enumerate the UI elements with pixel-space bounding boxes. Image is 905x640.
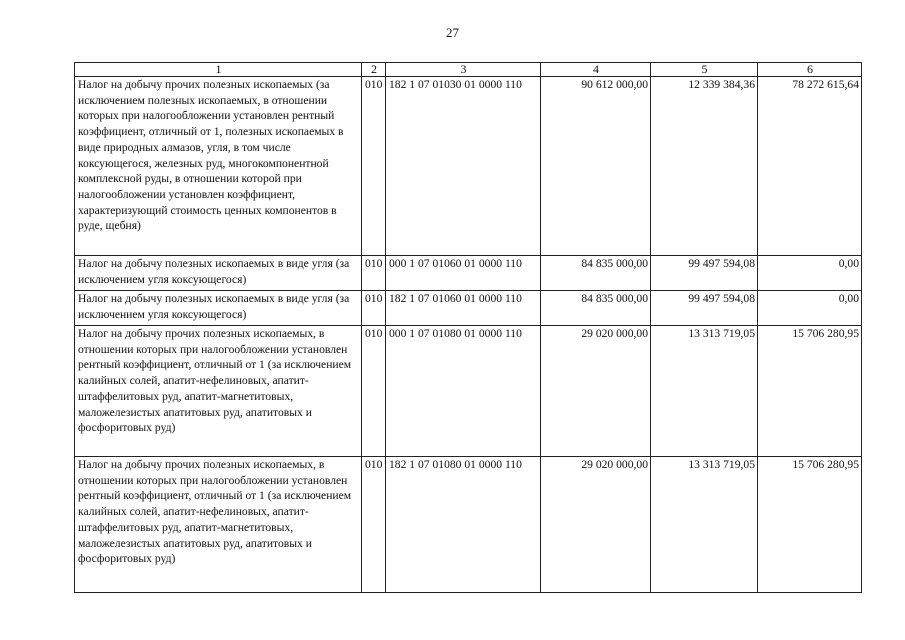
table-row [75,77,862,256]
row-value-col6: 0,00 [758,256,862,291]
row-value-col6: 15 706 280,95 [758,326,862,457]
column-header-6: 6 [758,63,862,77]
revenue-table [74,62,862,593]
row-value-col4: 29 020 000,00 [541,326,651,457]
table-row [75,291,862,326]
column-header-5: 5 [651,63,758,77]
row-code: 010 [362,326,386,457]
column-header-2: 2 [362,63,386,77]
row-kbk: 182 1 07 01060 01 0000 110 [386,291,541,326]
row-value-col6: 15 706 280,95 [758,457,862,593]
row-name: Налог на добычу прочих полезных ископаемых (за исключением полезных ископаемых, в отношении которых при налогообложении установлен рентный коэффициент, отличный от 1, полезных ископаемых в виде природных алмазов, угля, в том числе коксующегося, железных руд, многокомпонентной комплексной руды, в отношении которой при налогообложении установлен коэффициент, характеризующий стоимость ценных компонентов в руде, щебня) [75,77,362,256]
row-value-col6: 78 272 615,64 [758,77,862,256]
column-header-4: 4 [541,63,651,77]
row-kbk: 000 1 07 01080 01 0000 110 [386,326,541,457]
row-value-col5: 99 497 594,08 [651,291,758,326]
row-value-col4: 90 612 000,00 [541,77,651,256]
table-row [75,256,862,291]
row-code: 010 [362,457,386,593]
column-header-3: 3 [386,63,541,77]
row-value-col6: 0,00 [758,291,862,326]
table-row [75,457,862,593]
row-value-col5: 99 497 594,08 [651,256,758,291]
row-name: Налог на добычу полезных ископаемых в виде угля (за исключением угля коксующегося) [75,256,362,291]
column-header-1: 1 [75,63,362,77]
row-name: Налог на добычу прочих полезных ископаемых, в отношении которых при налогообложении установлен рентный коэффициент, отличный от 1 (за исключением калийных солей, апатит-нефелиновых, апатит-штаффелитовых руд, апатит-магнетитовых, маложелезистых апатитовых руд, апатитовых и фосфоритовых руд) [75,457,362,593]
row-kbk: 182 1 07 01080 01 0000 110 [386,457,541,593]
page-number: 27 [446,25,459,40]
row-kbk: 000 1 07 01060 01 0000 110 [386,256,541,291]
row-code: 010 [362,77,386,256]
row-value-col5: 13 313 719,05 [651,326,758,457]
table-header-row [75,63,862,77]
table-row [75,326,862,457]
row-name: Налог на добычу полезных ископаемых в виде угля (за исключением угля коксующегося) [75,291,362,326]
row-name: Налог на добычу прочих полезных ископаемых, в отношении которых при налогообложении установлен рентный коэффициент, отличный от 1 (за исключением калийных солей, апатит-нефелиновых, апатит-штаффелитовых руд, апатит-магнетитовых, маложелезистых апатитовых руд, апатитовых и фосфоритовых руд) [75,326,362,457]
row-value-col5: 12 339 384,36 [651,77,758,256]
row-code: 010 [362,256,386,291]
row-value-col4: 29 020 000,00 [541,457,651,593]
row-value-col4: 84 835 000,00 [541,256,651,291]
row-value-col5: 13 313 719,05 [651,457,758,593]
row-value-col4: 84 835 000,00 [541,291,651,326]
row-code: 010 [362,291,386,326]
row-kbk: 182 1 07 01030 01 0000 110 [386,77,541,256]
